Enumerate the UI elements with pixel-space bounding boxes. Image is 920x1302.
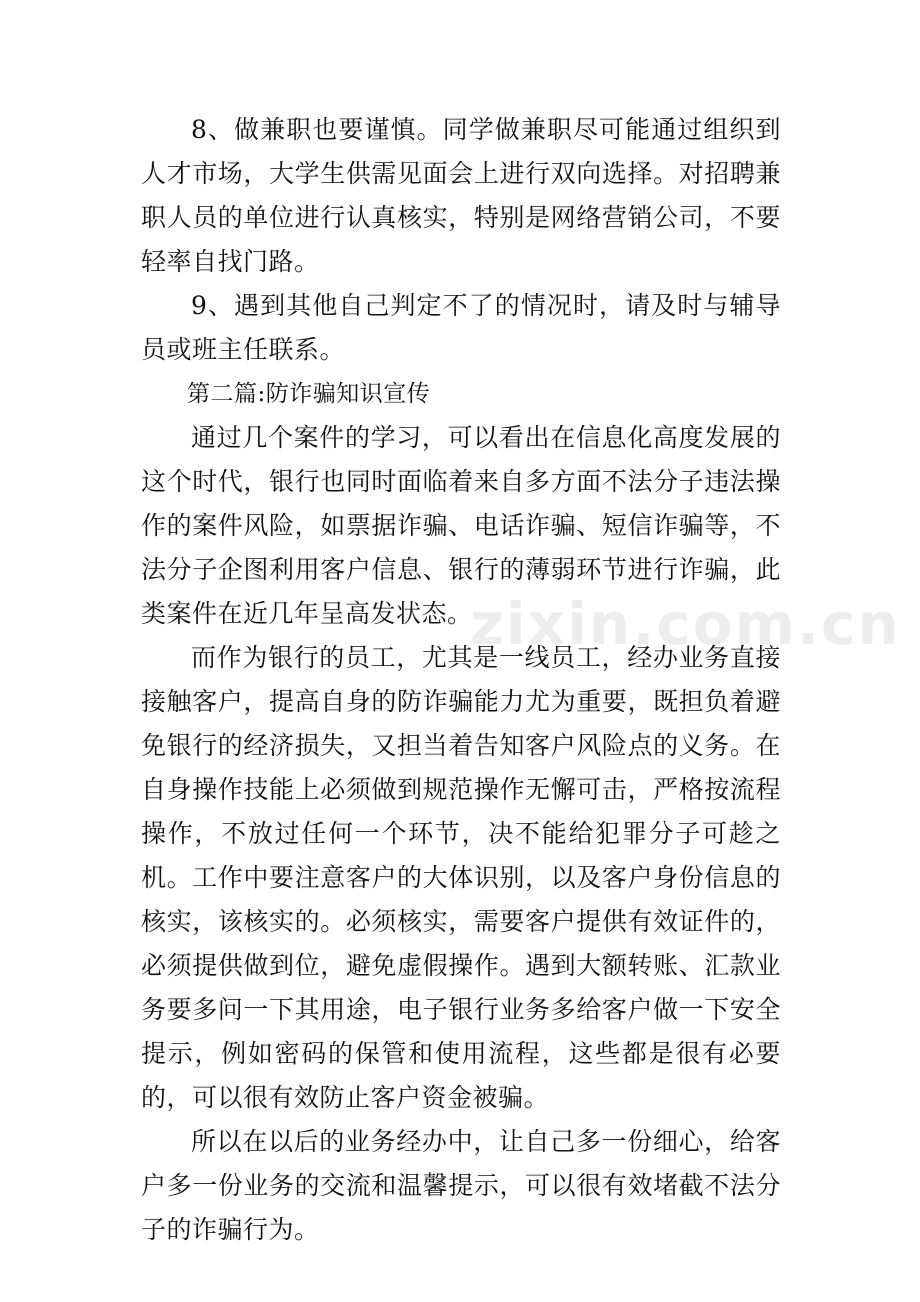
document-body [141,108,781,1252]
paragraph-item-8: 8、做兼职也要谨慎。同学做兼职尽可能通过组织到人才市场，大学生供需见面会上进行双向选择。对招聘兼职人员的单位进行认真核实，特别是网络营销公司，不要轻率自找门路。 [141,115,781,276]
paragraph-item-9: 9、遇到其他自己判定不了的情况时，请及时与辅导员或班主任联系。 [141,291,781,364]
paragraph-conclusion: 所以在以后的业务经办中，让自己多一份细心，给客户多一份业务的交流和温馨提示，可以很有效堵截不法分子的诈骗行为。 [141,1127,781,1244]
section-heading: 第二篇:防诈骗知识宣传 [187,381,431,407]
paragraph-employee-duties: 而作为银行的员工，尤其是一线员工，经办业务直接接触客户，提高自身的防诈骗能力尤为重要，既担负着避免银行的经济损失，又担当着告知客户风险点的义务。在自身操作技能上必须做到规范操作无懈可击，严格按流程操作，不放过任何一个环节，决不能给犯罪分子可趁之机。工作中要注意客户的大体识别，以及客户身份信息的核实，该核实的。必须核实，需要客户提供有效证件的，必须提供做到位，避免虚假操作。遇到大额转账、汇款业务要多问一下其用途，电子银行业务多给客户做一下安全提示，例如密码的保管和使用流程，这些都是很有必要的，可以很有效防止客户资金被骗。 [141,643,781,1112]
watermark: zixin.com.cn [470,590,901,658]
paragraph-intro: 通过几个案件的学习，可以看出在信息化高度发展的这个时代，银行也同时面临着来自多方面不法分子违法操作的案件风险，如票据诈骗、电话诈骗、短信诈骗等，不法分子企图利用客户信息、银行的薄弱环节进行诈骗，此类案件在近几年呈高发状态。 [141,423,781,628]
